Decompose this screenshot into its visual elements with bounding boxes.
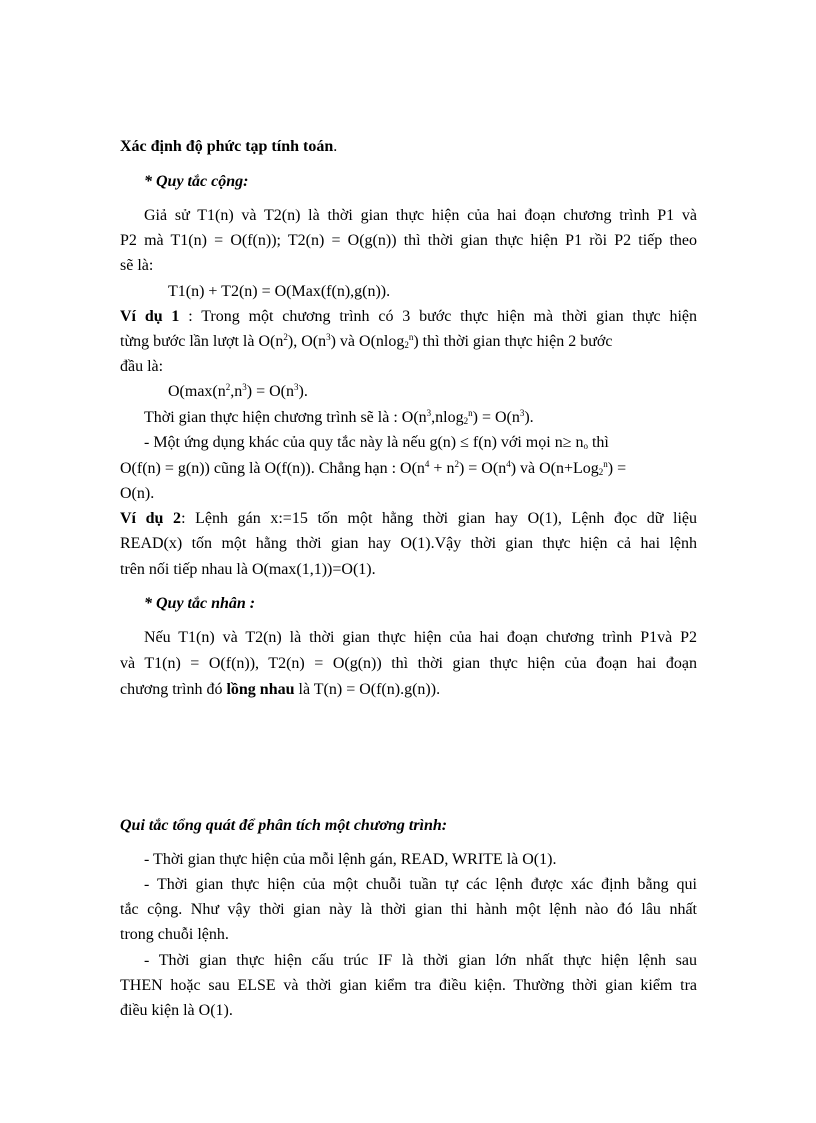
bullet-line: - Thời gian thực hiện cấu trúc IF là thời gian lớn nhất thực hiện lệnh sau — [144, 952, 697, 969]
rule-add-title: * Quy tắc cộng: — [144, 173, 249, 190]
formula-line: T1(n) + T2(n) = O(Max(f(n),g(n)). — [168, 283, 391, 300]
paragraph-line: O(f(n) = g(n)) cũng là O(f(n)). Chẳng hạn : $O(n^4 + n^2) = O(n^4)$ và O(n+Log$_2^n$) = — [120, 459, 627, 477]
bullet-line: - Thời gian thực hiện của một chuỗi tuần tự các lệnh được xác định bằng qui — [144, 876, 697, 893]
paragraph-line: Nếu T1(n) và T2(n) là thời gian thực hiện của hai đoạn chương trình P1và P2 — [144, 629, 697, 646]
example-1-line: từng bước lần lượt là $O(n^2)$, $O(n^3)$ và O(nlog$_2^n$) thì thời gian thực hiện 2 bước — [120, 332, 613, 350]
example-1-line: đầu là: — [120, 358, 164, 375]
example-2-line: READ(x) tốn một hằng thời gian hay O(1).Vậy thời gian thực hiện cả hai lệnh — [120, 535, 697, 552]
rule-mul-title: * Quy tắc nhân : — [144, 595, 256, 612]
bullet-line: trong chuỗi lệnh. — [120, 926, 229, 943]
general-rules-title: Qui tắc tổng quát để phân tích một chương trình: — [120, 817, 448, 834]
paragraph-line: chương trình đó lồng nhau là T(n) = O(f(n).g(n)). — [120, 681, 441, 698]
bullet-line: điều kiện là O(1). — [120, 1002, 233, 1019]
example-2-line: Ví dụ 2: Lệnh gán x:=15 tốn một hằng thời gian hay O(1), Lệnh đọc dữ liệu — [120, 510, 698, 527]
paragraph-line: và T1(n) = O(f(n)), T2(n) = O(g(n)) thì thời gian thực hiện của đoạn hai đoạn — [120, 655, 697, 672]
bullet-line: - Thời gian thực hiện của mỗi lệnh gán, READ, WRITE là O(1). — [144, 851, 557, 868]
example-1-line: Ví dụ 1 : Trong một chương trình có 3 bước thực hiện mà thời gian thực hiện — [120, 308, 698, 325]
paragraph-line: O(n). — [120, 485, 155, 502]
section-heading: Xác định độ phức tạp tính toán. — [120, 138, 338, 155]
example-2-line: trên nối tiếp nhau là O(max(1,1))=O(1). — [120, 561, 376, 578]
paragraph-line: Giả sử T1(n) và T2(n) là thời gian thực hiện của hai đoạn chương trình P1 và — [144, 207, 697, 224]
paragraph-line: P2 mà T1(n) = O(f(n)); T2(n) = O(g(n)) thì thời gian thực hiện P1 rồi P2 tiếp theo — [120, 232, 697, 249]
bullet-line: tắc cộng. Như vậy thời gian này là thời gian thi hành một lệnh nào đó lâu nhất — [120, 901, 697, 918]
formula-line: $O(\max(n^2,n^3) = O(n^3)$. — [168, 382, 308, 400]
paragraph-line: sẽ là: — [120, 257, 154, 274]
paragraph-line: Thời gian thực hiện chương trình sẽ là : $O(n^3,nlog_2^n) = O(n^3)$. — [144, 408, 534, 426]
paragraph-line: - Một ứng dụng khác của quy tắc này là nếu g(n) ≤ f(n) với mọi $n\ge n_o$ thì — [144, 434, 609, 451]
bullet-line: THEN hoặc sau ELSE và thời gian kiểm tra điều kiện. Thường thời gian kiểm tra — [120, 977, 697, 994]
